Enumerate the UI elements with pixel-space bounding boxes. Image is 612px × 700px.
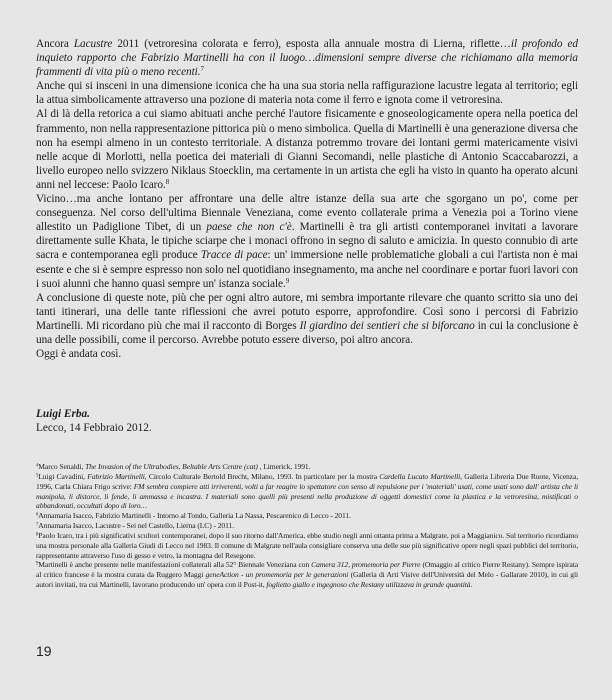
quoted-text: paese che non c'è [206, 221, 292, 234]
paragraph-text: Ancora [36, 38, 74, 50]
paragraph-rhetoric [36, 107, 578, 192]
footnote-title: Fabrizio Martinelli [87, 471, 145, 481]
footnote-number: 5 [36, 473, 39, 479]
footnote-number: 9 [36, 561, 39, 567]
footnote-4 [36, 462, 578, 472]
footnote-text: Annamaria Isacco, Lacustre - Sei nel Castello, Lierna (LC) - 2011. [38, 521, 235, 531]
footnote-title: The Invasion of the Ultrabodies, Beltable Arts Centre (cat) [85, 462, 258, 471]
paragraph-biennale [36, 192, 578, 291]
footnote-text: Martinelli è anche presente nelle manifestazioni collaterali alla 52° Biennale Veneziana con [38, 560, 312, 570]
footnote-text: , Galleria Libreria Due Ruote, Vicenza, 1996, Carla Chiara Frigo scrive: [36, 471, 579, 491]
footnote-text: Annamaria Isacco, Fabrizio Martinelli - Intorno al Tondo, Galleria La Nassa, Pescarenico di Lecco - 2011. [38, 511, 351, 521]
footnote-8 [36, 531, 578, 561]
footnote-6 [36, 511, 578, 521]
footnote-number: 7 [36, 522, 39, 528]
artwork-title: Tracce di pace [200, 249, 268, 262]
paragraph-closing: Oggi è andata così. [36, 348, 122, 361]
paragraph-text: Vicino…ma anche lontano per affrontare una delle altre istanze della sua arte che sgorgano un po', come per conseguenza. Nel corso dell'ultima Biennale Veneziana, come evento collaterale prima a Venezia poi a Torino viene allestito un Padiglione Tibet, di un [36, 193, 578, 234]
footnote-text: (Omaggio al critico Pierre Restany). Sempre ispirata al critico francese è la mostra curata da Ruggero Maggi [36, 560, 578, 580]
footnote-title: Camera 312, promemoria per Pierre [311, 560, 421, 570]
essay-body [36, 37, 578, 361]
footnote-5 [36, 472, 578, 511]
quoted-text: il profondo ed inquieto rapporto che Fabrizio Martinelli ha con il luogo…dimensioni sempre diverse che richiamano alla memoria frammenti di vita più o meno recenti. [36, 38, 578, 79]
footnote-7 [36, 521, 578, 531]
paragraph-text: Al di là della retorica a cui siamo abituati anche perché l'autore fisicamente e gnoseologicamente opera nella poetica del frammento, non nella rappresentazione pittorica più o meno simbolica. Quella di Martinelli è una generazione diversa che non ha esempi almeno in un contesto territoriale. A distanza potremmo trovare dei lontani germi matericamente visivi nelle acque di Morlotti, nella poetica dei materiali di Gianni Secomandi, nelle plastiche di Antonio Scaccabarozzi, a livello europeo nello svizzero Niklaus Stoecklin, ma certamente in un artista che egli ha visto in quanto ha operato alcuni anni nel leccese: Paolo Icaro. [36, 108, 578, 191]
paragraph-lacustre [36, 37, 578, 79]
footnote-ref: 9 [285, 276, 290, 285]
author-name: Luigi Erba. [36, 408, 90, 420]
footnotes [36, 462, 578, 590]
footnote-quote: FM sembra compiere atti irriverenti, volti a far reagire lo spettatore con senso di repulsione per i 'materiali' usati, come usati sono dall' artista che li manipola, li distorce, li fende, li ammassa e incastra. I materiali sono quelli più presenti nella produzione di oggetti domestici come la plastica e la vetroresina, mistificati o abbandonati, occultati dopo di loro… [36, 481, 578, 511]
footnote-9 [36, 560, 578, 590]
page-number: 19 [36, 643, 52, 659]
footnote-number: 6 [36, 512, 39, 518]
footnote-number: 4 [36, 463, 39, 469]
paragraph-text: A conclusione di queste note, più che per ogni altro autore, mi sembra importante rilevare che quanto scritto sia uno dei tanti itinerari, una delle tante riflessioni che avrei potuto esporre, approfondire. Così sono i percorsi di Fabrizio Martinelli. Mi ricordano più che mai il racconto di Borges [36, 291, 578, 332]
paragraph-text: . Martinelli è tra gli artisti contemporanei invitati a lavorare direttamente sulle Khata, le tipiche sciarpe che i monaci offrono in segno di saluto e amicizia. In questo connubio di arte sacra e contemporanea egli produce [36, 221, 578, 262]
footnote-title: geneAction - un promemoria per le generazioni [205, 570, 349, 580]
footnote-text: Luigi Cavadini, [38, 471, 88, 481]
paragraph-conclusion [36, 291, 578, 347]
footnote-number: 8 [36, 532, 39, 538]
footnote-text: , Limerick, 1991. [257, 462, 311, 471]
footnote-ref: 7 [200, 65, 204, 74]
artwork-title: Lacustre [73, 38, 113, 50]
place-date: Lecco, 14 Febbraio 2012. [36, 422, 152, 435]
footnote-text: Marco Senaldi, [38, 462, 86, 471]
footnote-text: Paolo Icaro, tra i più significativi scultori contemporanei, dopo il suo ritorno dall'America, ebbe studio negli anni ottanta prima a Malgrate, poi a Maggianico. Sul territorio ricordiamo una mostra personale alla Galleria Giudi di Lecco nel 1983. Il comune di Malgrate nell'aula consigliare conserva una delle sue più significative opere negli spazi pubblici del territorio, rappresentante attraverso l'uso di gesso e vetro, la montagna del Resegone. [36, 530, 578, 560]
paragraph-text: 2011 (vetroresina colorata e ferro), esposta alla annuale mostra di Lierna, riflette… [112, 38, 511, 50]
signature-block [36, 407, 578, 435]
footnote-title: Cardella Lucato Martinelli [379, 471, 461, 481]
paragraph-text: in cui la conclusione è una delle possibili, come il percorso. Avrebbe potuto essere diverso, poi altro ancora. [36, 319, 578, 346]
paragraph-text: : un' immersione nelle problematiche globali a cui l'artista non è mai esente e che si è sempre espresso non solo nel quotidiano insegnamento, ma anche nel coordinare e portar fuori lavori con i suoi alunni che hanno quasi sempre un' istanza sociale. [36, 249, 578, 290]
paragraph-iconic: Anche qui si insceni in una dimensione iconica che ha una sua storia nella raffigurazione lacustre legata al territorio; egli la attua simbolicamente attraverso una pozione di materia nota come il ferro e ignota come il vetroresina. [36, 80, 578, 107]
footnote-quote: foglietto giallo e ingegnoso che Restany utilizzava in grande quantità. [266, 580, 473, 590]
footnote-text: , Circolo Culturale Bertold Brecht, Milano, 1993. In particolare per la mostra [144, 471, 380, 481]
book-title: Il giardino dei sentieri che si biforcano [299, 319, 475, 332]
footnote-text: (Galleria di Arti Visive dell'Università del Melo - Gallarate 2010), in cui gli autori invitati, tra cui Martinelli, lavorano producendo un' opera con il Post-it, [36, 570, 578, 590]
footnote-ref: 8 [165, 178, 170, 187]
